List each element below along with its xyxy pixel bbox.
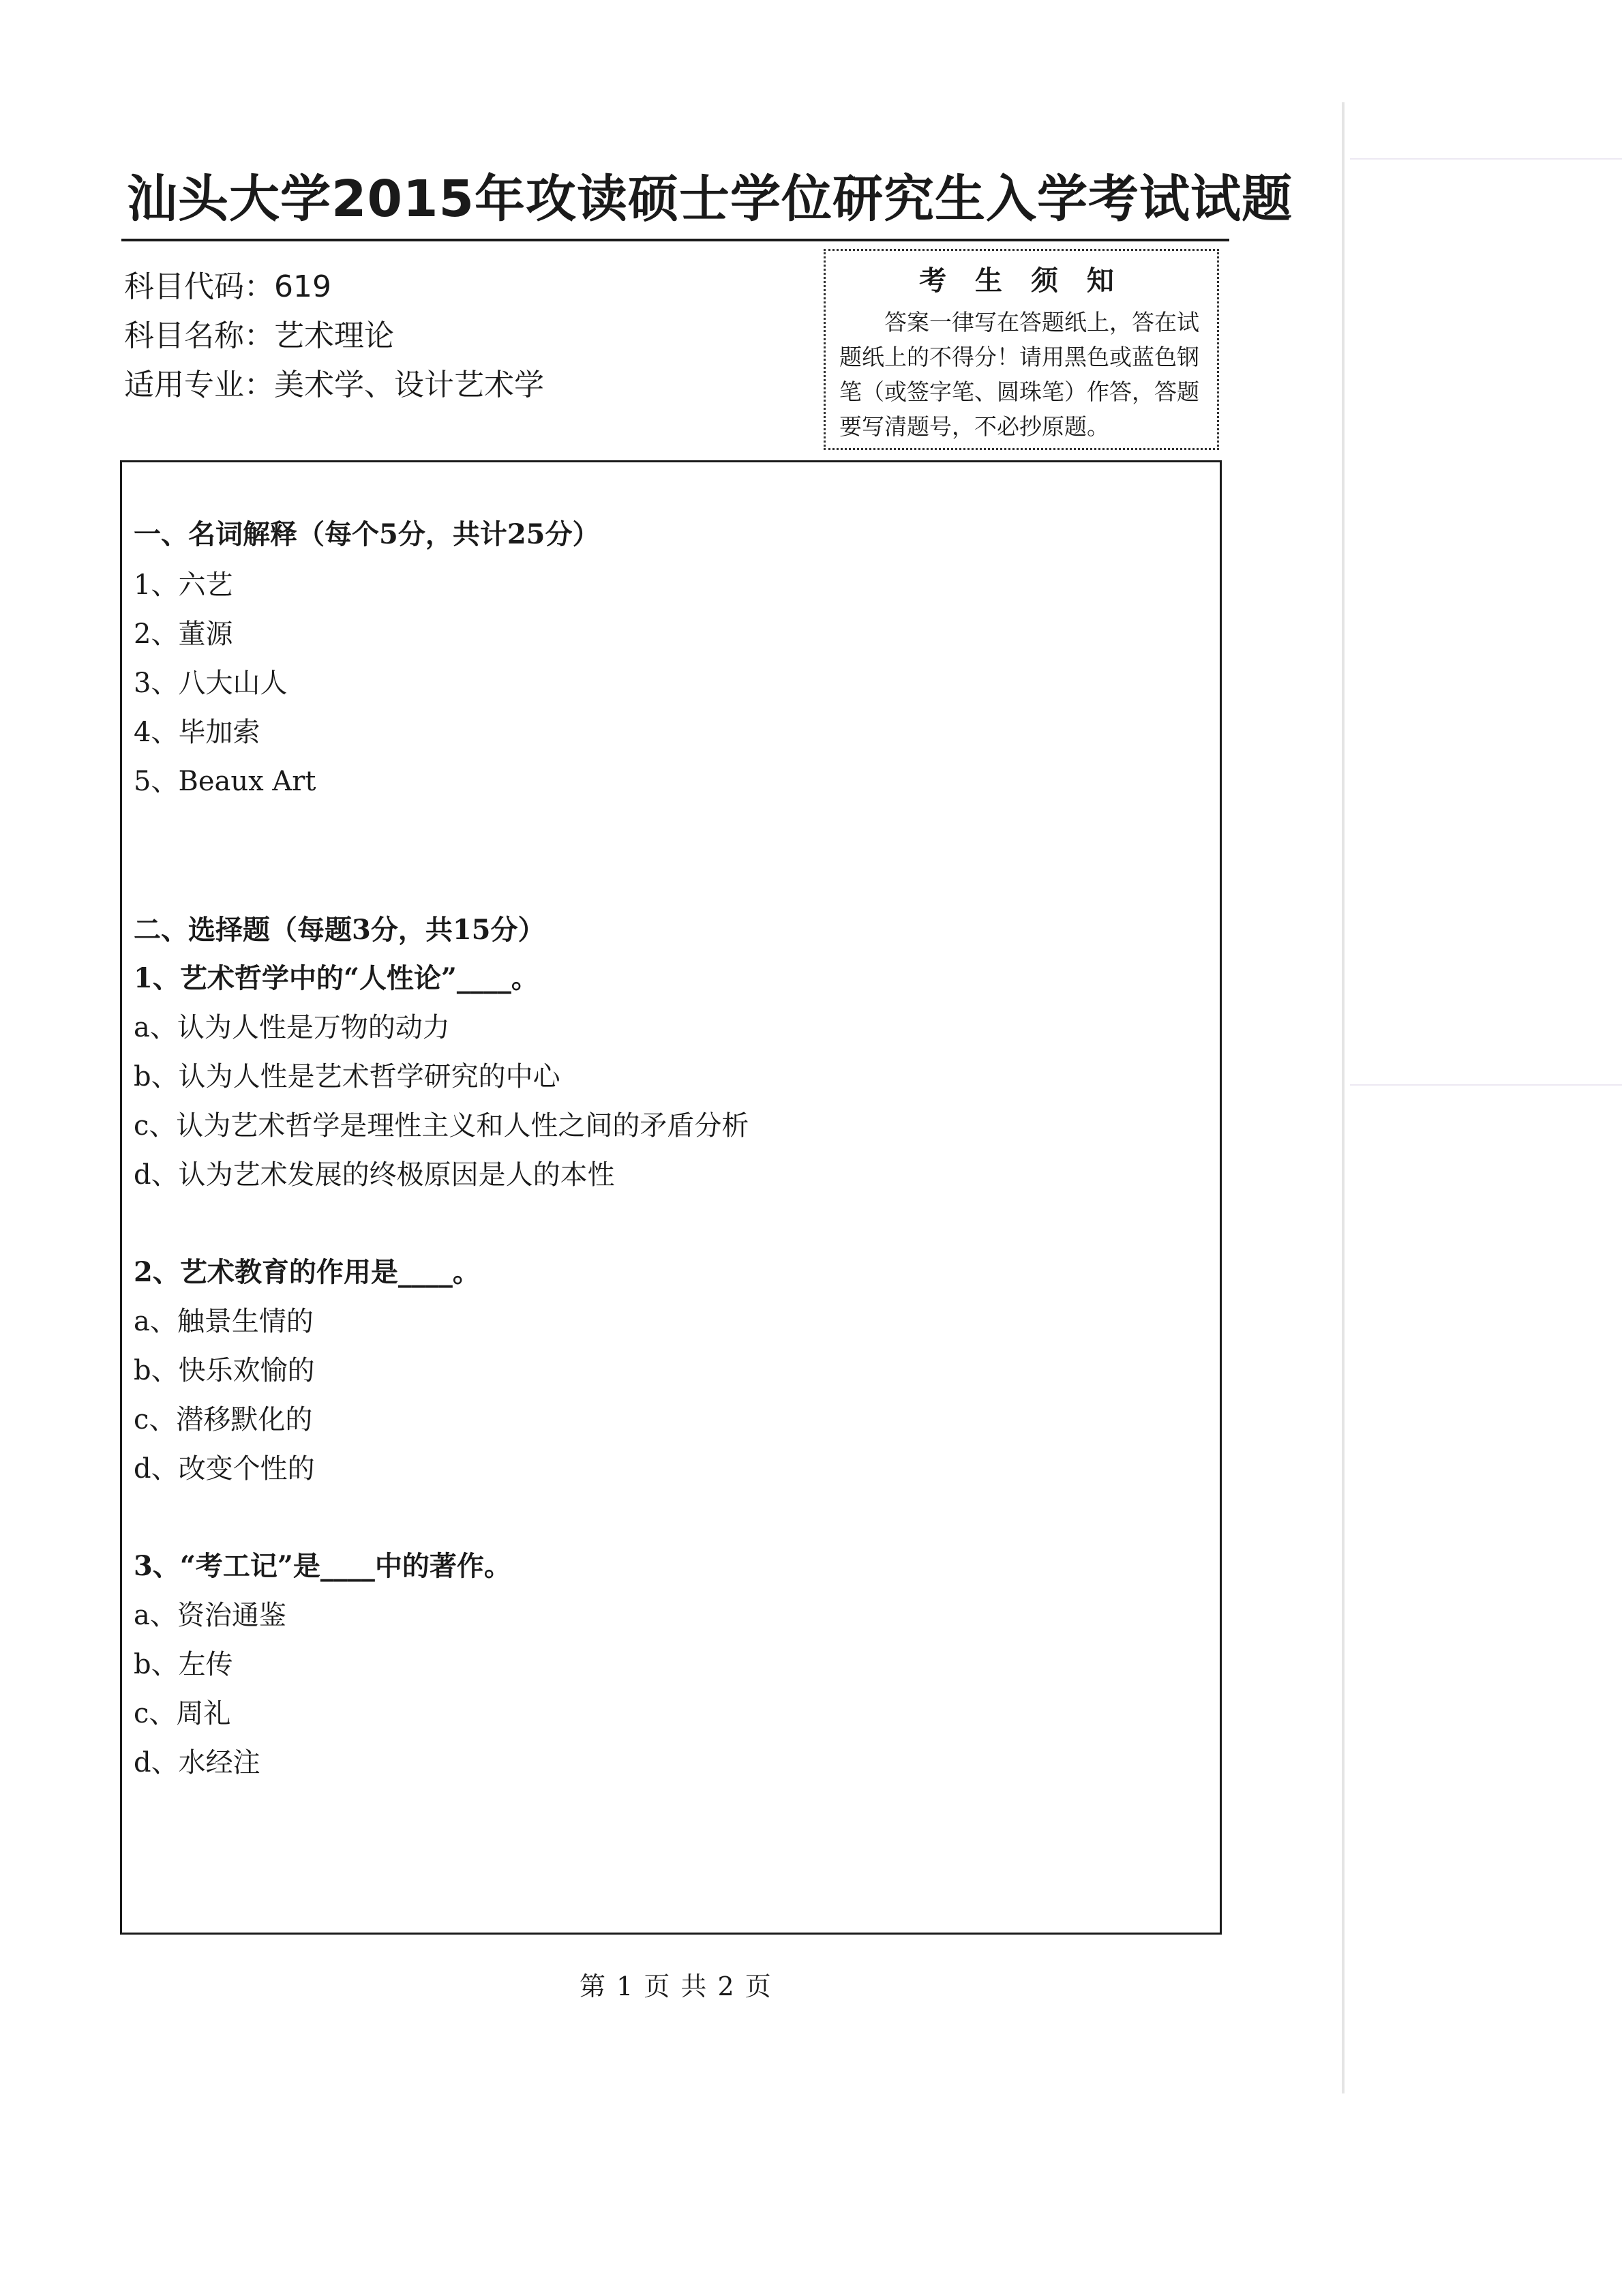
question-stem: 2、艺术教育的作用是____。 [134, 1256, 480, 1288]
question-option: b、认为人性是艺术哲学研究的中心 [134, 1061, 560, 1092]
term-item: 5、Beaux Art [134, 766, 316, 797]
scan-page-edge [1342, 102, 1345, 2093]
question-option: a、资治通鉴 [134, 1600, 286, 1631]
question-option: b、快乐欢愉的 [134, 1355, 315, 1386]
title-rule [121, 239, 1229, 241]
candidate-notice [824, 249, 1219, 450]
applicable-majors: 适用专业：美术学、设计艺术学 [124, 368, 544, 402]
question-option: d、水经注 [134, 1747, 260, 1778]
scan-edge-mark [1350, 1084, 1622, 1086]
question-option: b、左传 [134, 1649, 233, 1680]
question-stem: 1、艺术哲学中的“人性论”____。 [134, 962, 539, 994]
section1-heading: 一、名词解释（每个5分，共计25分） [134, 518, 600, 550]
question-option: c、潜移默化的 [134, 1404, 313, 1435]
subject-code: 科目代码：619 [124, 269, 331, 304]
question-option: d、认为艺术发展的终极原因是人的本性 [134, 1159, 615, 1191]
term-item: 2、董源 [134, 618, 233, 650]
section2-heading: 二、选择题（每题3分，共15分） [134, 914, 545, 946]
term-item: 1、六艺 [134, 569, 233, 601]
question-stem: 3、“考工记”是____中的著作。 [134, 1550, 511, 1582]
question-option: c、认为艺术哲学是理性主义和人性之间的矛盾分析 [134, 1110, 749, 1142]
scan-edge-mark [1350, 158, 1622, 160]
notice-body: 答案一律写在答题纸上，答在试题纸上的不得分！请用黑色或蓝色钢笔（或签字笔、圆珠笔）作答，答题要写清题号，不必抄原题。 [839, 309, 1199, 440]
question-option: d、改变个性的 [134, 1453, 315, 1485]
page-number: 第 1 页 共 2 页 [580, 1971, 772, 2001]
question-option: c、周礼 [134, 1698, 231, 1729]
question-option: a、触景生情的 [134, 1306, 314, 1337]
subject-name: 科目名称：艺术理论 [124, 318, 394, 353]
notice-title: 考 生 须 知 [919, 265, 1124, 297]
term-item: 4、毕加索 [134, 717, 260, 748]
term-item: 3、八大山人 [134, 668, 288, 699]
question-option: a、认为人性是万物的动力 [134, 1012, 450, 1043]
exam-meta [124, 263, 544, 410]
exam-title: 汕头大学2015年攻读硕士学位研究生入学考试试题 [127, 170, 1293, 228]
